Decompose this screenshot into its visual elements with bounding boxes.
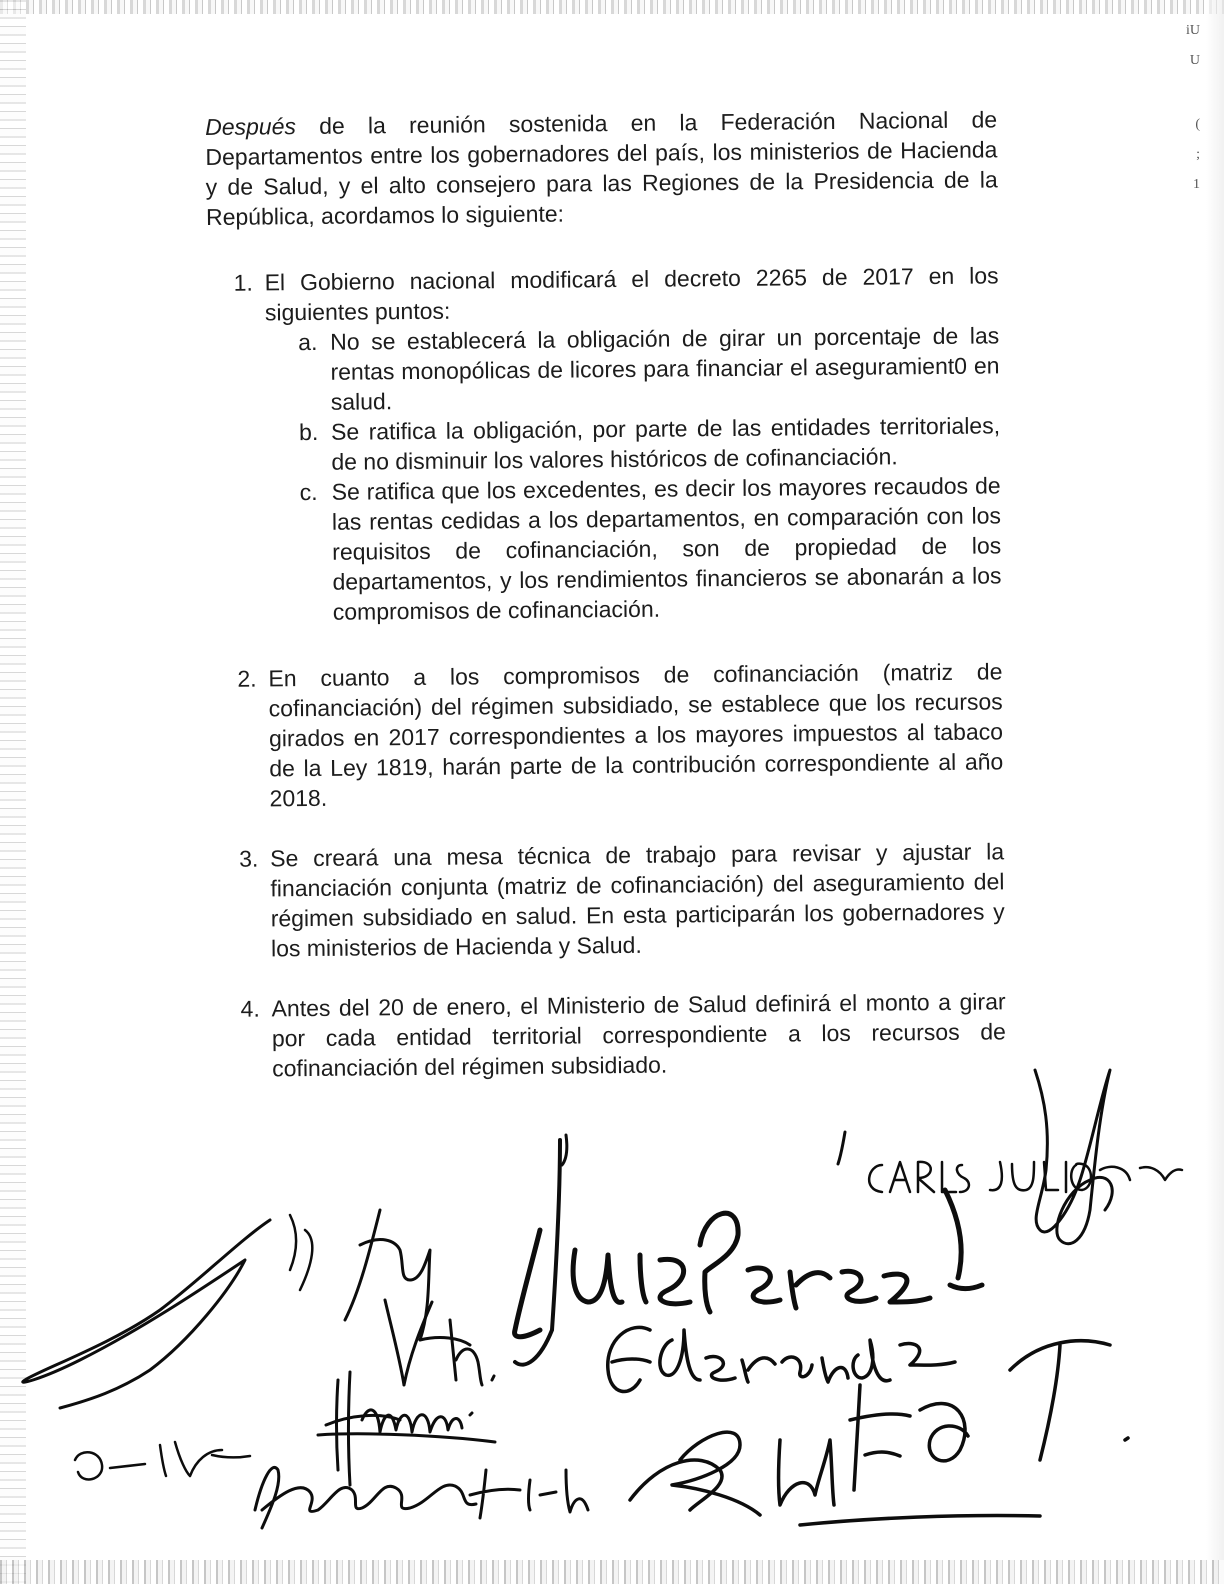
subitem-c xyxy=(267,470,1002,627)
agreement-item-3 xyxy=(212,836,1005,964)
agreement-sublist xyxy=(265,320,1002,627)
item-number: 2. xyxy=(237,665,257,692)
subitem-letter: b. xyxy=(298,418,319,446)
scan-edge-top xyxy=(0,0,1224,14)
edge-mark: U xyxy=(1189,53,1200,68)
document-body xyxy=(205,104,1006,1084)
item-text: En cuanto a los compromisos de cofinanciación (matriz de cofinanciación) del régimen subsidiado, se establece que los recursos girados en 2017 correspondientes a los mayores impuestos al tabaco de la Ley 1819, harán parte de la contribución correspondiente al año 2018. xyxy=(268,658,1004,812)
agreement-list xyxy=(206,260,1006,1084)
intro-text: de la reunión sostenida en la Federación Nacional de Departamentos entre los gobernadores del país, los ministerios de Hacienda y de Salud, y el alto consejero para las Regiones de la Presidencia de la República, acordamos lo siguiente: xyxy=(205,106,998,230)
signature-hmm xyxy=(318,1372,495,1485)
signature-jay xyxy=(345,1210,430,1340)
agreement-item-2 xyxy=(210,656,1003,814)
signature-mark-center xyxy=(562,1132,845,1165)
edge-mark: ; xyxy=(1196,147,1200,162)
item-number: 3. xyxy=(239,845,259,872)
signature-carlos-julio xyxy=(869,1162,1182,1192)
signature-area xyxy=(0,1040,1224,1584)
signature-luis-perez xyxy=(515,1190,982,1337)
subitem-text: No se establecerá la obligación de girar un porcentaje de las rentas monopólicas de licores para financiar el aseguramient0 en salud. xyxy=(330,322,1000,415)
subitem-text: Se ratifica la obligación, por parte de las entidades territoriales, de no disminuir los valores históricos de cofinanciación. xyxy=(330,412,1001,475)
signature-bottom-long xyxy=(255,1467,588,1528)
agreement-item-1 xyxy=(206,260,1001,628)
subitem-a xyxy=(265,320,1000,417)
edge-mark: ( xyxy=(1195,117,1200,132)
signature-left-loop xyxy=(23,1220,270,1408)
item-text: Se creará una mesa técnica de trabajo para revisar y ajustar la financiación conjunta (matriz de cofinanciación) del aseguramiento del régimen subsidiado en salud. En esta participarán los gobernadores y los ministerios de Hacienda y Salud. xyxy=(270,838,1005,962)
item-number: 1. xyxy=(233,269,253,296)
edge-marks xyxy=(1186,16,1200,200)
subitem-b xyxy=(266,410,1001,477)
item-text: El Gobierno nacional modificará el decreto 2265 de 2017 en los siguientes puntos: xyxy=(264,262,999,326)
intro-paragraph xyxy=(205,104,998,232)
signature-vth xyxy=(385,1300,494,1385)
edge-mark: iU xyxy=(1186,23,1200,38)
signature-right-loop xyxy=(1035,1070,1112,1244)
edge-mark: 1 xyxy=(1193,177,1200,192)
signature-esperanza xyxy=(608,1327,955,1391)
subitem-letter: c. xyxy=(299,478,318,506)
signature-left-flourish xyxy=(290,1215,312,1290)
item-text: Antes del 20 de enero, el Ministerio de Salud definirá el monto a girar por cada entidad territorial correspondiente a los recursos de cofinanciación del régimen subsidiado. xyxy=(271,988,1006,1082)
subitem-letter: a. xyxy=(298,328,318,356)
item-number: 4. xyxy=(240,995,260,1022)
handwritten-signatures xyxy=(0,1040,1224,1584)
signature-rauf xyxy=(630,1341,1128,1525)
subitem-text: Se ratifica que los excedentes, es decir los mayores recaudos de las rentas cedidas a los departamentos, en comparación con los requisitos de cofinanciación, son de propiedad de los departamentos, y los rendimientos financieros se abonarán a los compromisos de cofinanciación. xyxy=(331,472,1002,625)
signature-small-left xyxy=(75,1442,250,1479)
intro-prefix: Después xyxy=(205,113,297,140)
